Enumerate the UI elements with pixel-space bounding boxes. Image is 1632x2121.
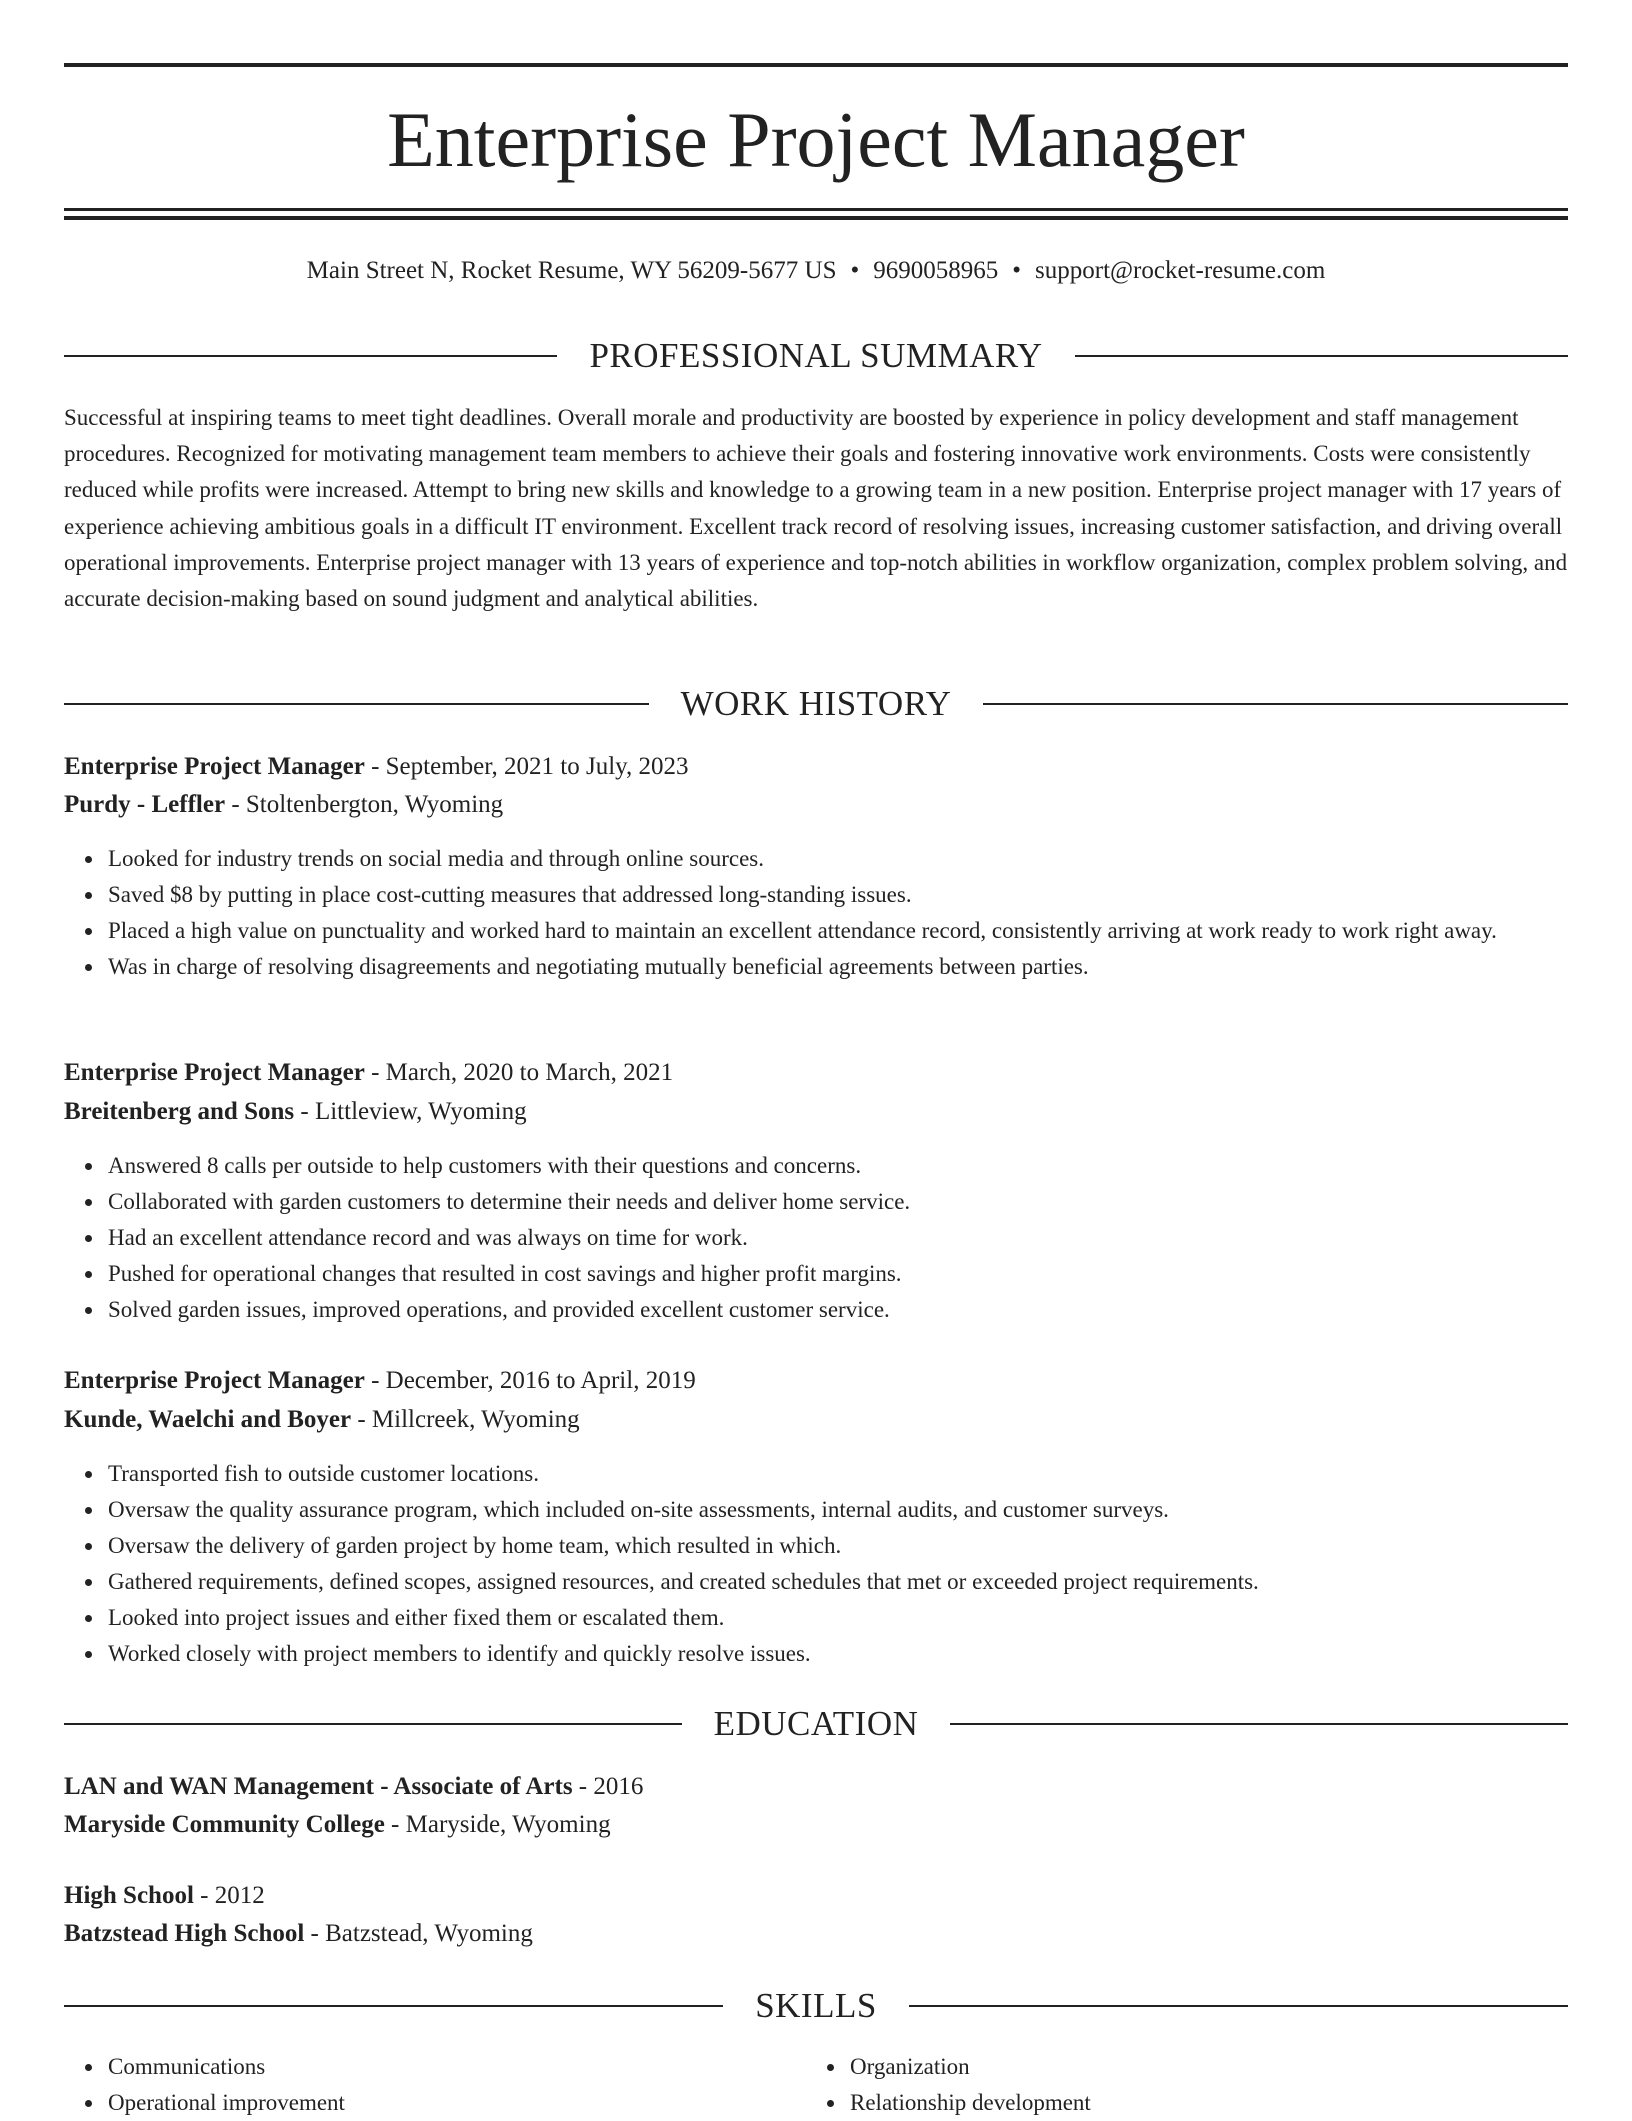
job-company-line [64, 787, 1568, 823]
list-item: Oversaw the delivery of garden project by home team, which resulted in which. [108, 1528, 1568, 1564]
school-name: Batzstead High School [64, 1920, 305, 1947]
address: Main Street N, Rocket Resume, WY 56209-5677 US [306, 257, 837, 284]
job-dates: - September, 2021 to July, 2023 [364, 753, 689, 780]
skill-item: Communications [108, 2049, 764, 2085]
divider [64, 355, 557, 357]
job-role: Enterprise Project Manager [64, 753, 365, 780]
divider [64, 703, 649, 705]
top-rule [64, 63, 1568, 67]
section-title: WORK HISTORY [680, 684, 952, 723]
list-item: Placed a high value on punctuality and worked hard to maintain an excellent attendance record, consistently arriving at work ready to work right away. [108, 913, 1568, 949]
divider [64, 2005, 723, 2007]
skills-list-left [64, 2049, 764, 2121]
divider [983, 703, 1568, 705]
list-item: Saved $8 by putting in place cost-cutting measures that addressed long-standing issues. [108, 877, 1568, 913]
phone: 9690058965 [873, 257, 999, 284]
section-header-education [64, 1702, 1568, 1746]
list-item: Looked into project issues and either fixed them or escalated them. [108, 1600, 1568, 1636]
list-item: Collaborated with garden customers to determine their needs and deliver home service. [108, 1184, 1568, 1220]
degree-year: - 2016 [572, 1773, 644, 1800]
job-dates: - March, 2020 to March, 2021 [364, 1059, 674, 1086]
job-role: Enterprise Project Manager [64, 1059, 365, 1086]
skills-list-right [806, 2049, 1506, 2121]
education-degree-line [64, 1878, 1568, 1914]
company-name: Kunde, Waelchi and Boyer [64, 1406, 352, 1433]
job-dates: - December, 2016 to April, 2019 [364, 1367, 696, 1394]
company-name: Purdy - Leffler [64, 791, 226, 818]
job-title-line [64, 1363, 1568, 1399]
job-title-line [64, 749, 1568, 785]
contact-line [64, 254, 1568, 288]
section-header-summary [64, 334, 1568, 378]
company-location: - Stoltenbergton, Wyoming [225, 791, 504, 818]
list-item: Solved garden issues, improved operations, and provided excellent customer service. [108, 1292, 1568, 1328]
section-header-work [64, 682, 1568, 726]
list-item: Looked for industry trends on social media and through online sources. [108, 841, 1568, 877]
resume-name: Enterprise Project Manager [387, 96, 1245, 183]
education-school-line [64, 1916, 1568, 1952]
skill-item: Organization [850, 2049, 1506, 2085]
school-location: - Maryside, Wyoming [384, 1811, 611, 1838]
list-item: Answered 8 calls per outside to help customers with their questions and concerns. [108, 1148, 1568, 1184]
company-location: - Millcreek, Wyoming [351, 1406, 580, 1433]
company-name: Breitenberg and Sons [64, 1098, 295, 1125]
summary-text: Successful at inspiring teams to meet tight deadlines. Overall morale and productivity are boosted by experience in policy development and staff management procedures. Recognized for motivating management team members to achieve their goals and fostering innovative work environments. Costs were consistently reduced while profits were increased. Attempt to bring new skills and knowledge to a growing team in a new position. Enterprise project manager with 17 years of experience achieving ambitious goals in a difficult IT environment. Excellent track record of resolving issues, increasing customer satisfaction, and driving overall operational improvements. Enterprise project manager with 13 years of experience and top-notch abilities in workflow organization, complex problem solving, and accurate decision-making based on sound judgment and analytical abilities. [64, 405, 1568, 612]
skill-item: Relationship development [850, 2085, 1506, 2121]
job-bullets [64, 1456, 1568, 1672]
job-bullets [64, 841, 1568, 985]
divider [950, 1723, 1568, 1725]
section-title: PROFESSIONAL SUMMARY [589, 336, 1043, 375]
list-item: Oversaw the quality assurance program, which included on-site assessments, internal audits, and customer surveys. [108, 1492, 1568, 1528]
degree: LAN and WAN Management - Associate of Arts [64, 1773, 573, 1800]
divider [1075, 355, 1568, 357]
list-item: Was in charge of resolving disagreements and negotiating mutually beneficial agreements between parties. [108, 949, 1568, 985]
school-name: Maryside Community College [64, 1811, 385, 1838]
job-title-line [64, 1055, 1568, 1091]
section-title: SKILLS [755, 1986, 877, 2025]
degree-year: - 2012 [193, 1882, 265, 1909]
divider [909, 2005, 1568, 2007]
separator: • [850, 257, 860, 284]
list-item: Pushed for operational changes that resulted in cost savings and higher profit margins. [108, 1256, 1568, 1292]
section-title: EDUCATION [713, 1704, 919, 1743]
double-rule [64, 208, 1568, 220]
job-bullets [64, 1148, 1568, 1328]
company-location: - Littleview, Wyoming [294, 1098, 527, 1125]
list-item: Had an excellent attendance record and was always on time for work. [108, 1220, 1568, 1256]
skill-item: Operational improvement [108, 2085, 764, 2121]
divider [64, 1723, 682, 1725]
school-location: - Batzstead, Wyoming [304, 1920, 533, 1947]
email: support@rocket-resume.com [1035, 257, 1326, 284]
job-role: Enterprise Project Manager [64, 1367, 365, 1394]
job-company-line [64, 1094, 1568, 1130]
education-school-line [64, 1807, 1568, 1843]
list-item: Worked closely with project members to identify and quickly resolve issues. [108, 1636, 1568, 1672]
education-degree-line [64, 1769, 1568, 1805]
list-item: Gathered requirements, defined scopes, assigned resources, and created schedules that met or exceeded project requirements. [108, 1564, 1568, 1600]
list-item: Transported fish to outside customer locations. [108, 1456, 1568, 1492]
job-company-line [64, 1402, 1568, 1438]
separator: • [1012, 257, 1022, 284]
section-header-skills [64, 1984, 1568, 2028]
degree: High School [64, 1882, 194, 1909]
